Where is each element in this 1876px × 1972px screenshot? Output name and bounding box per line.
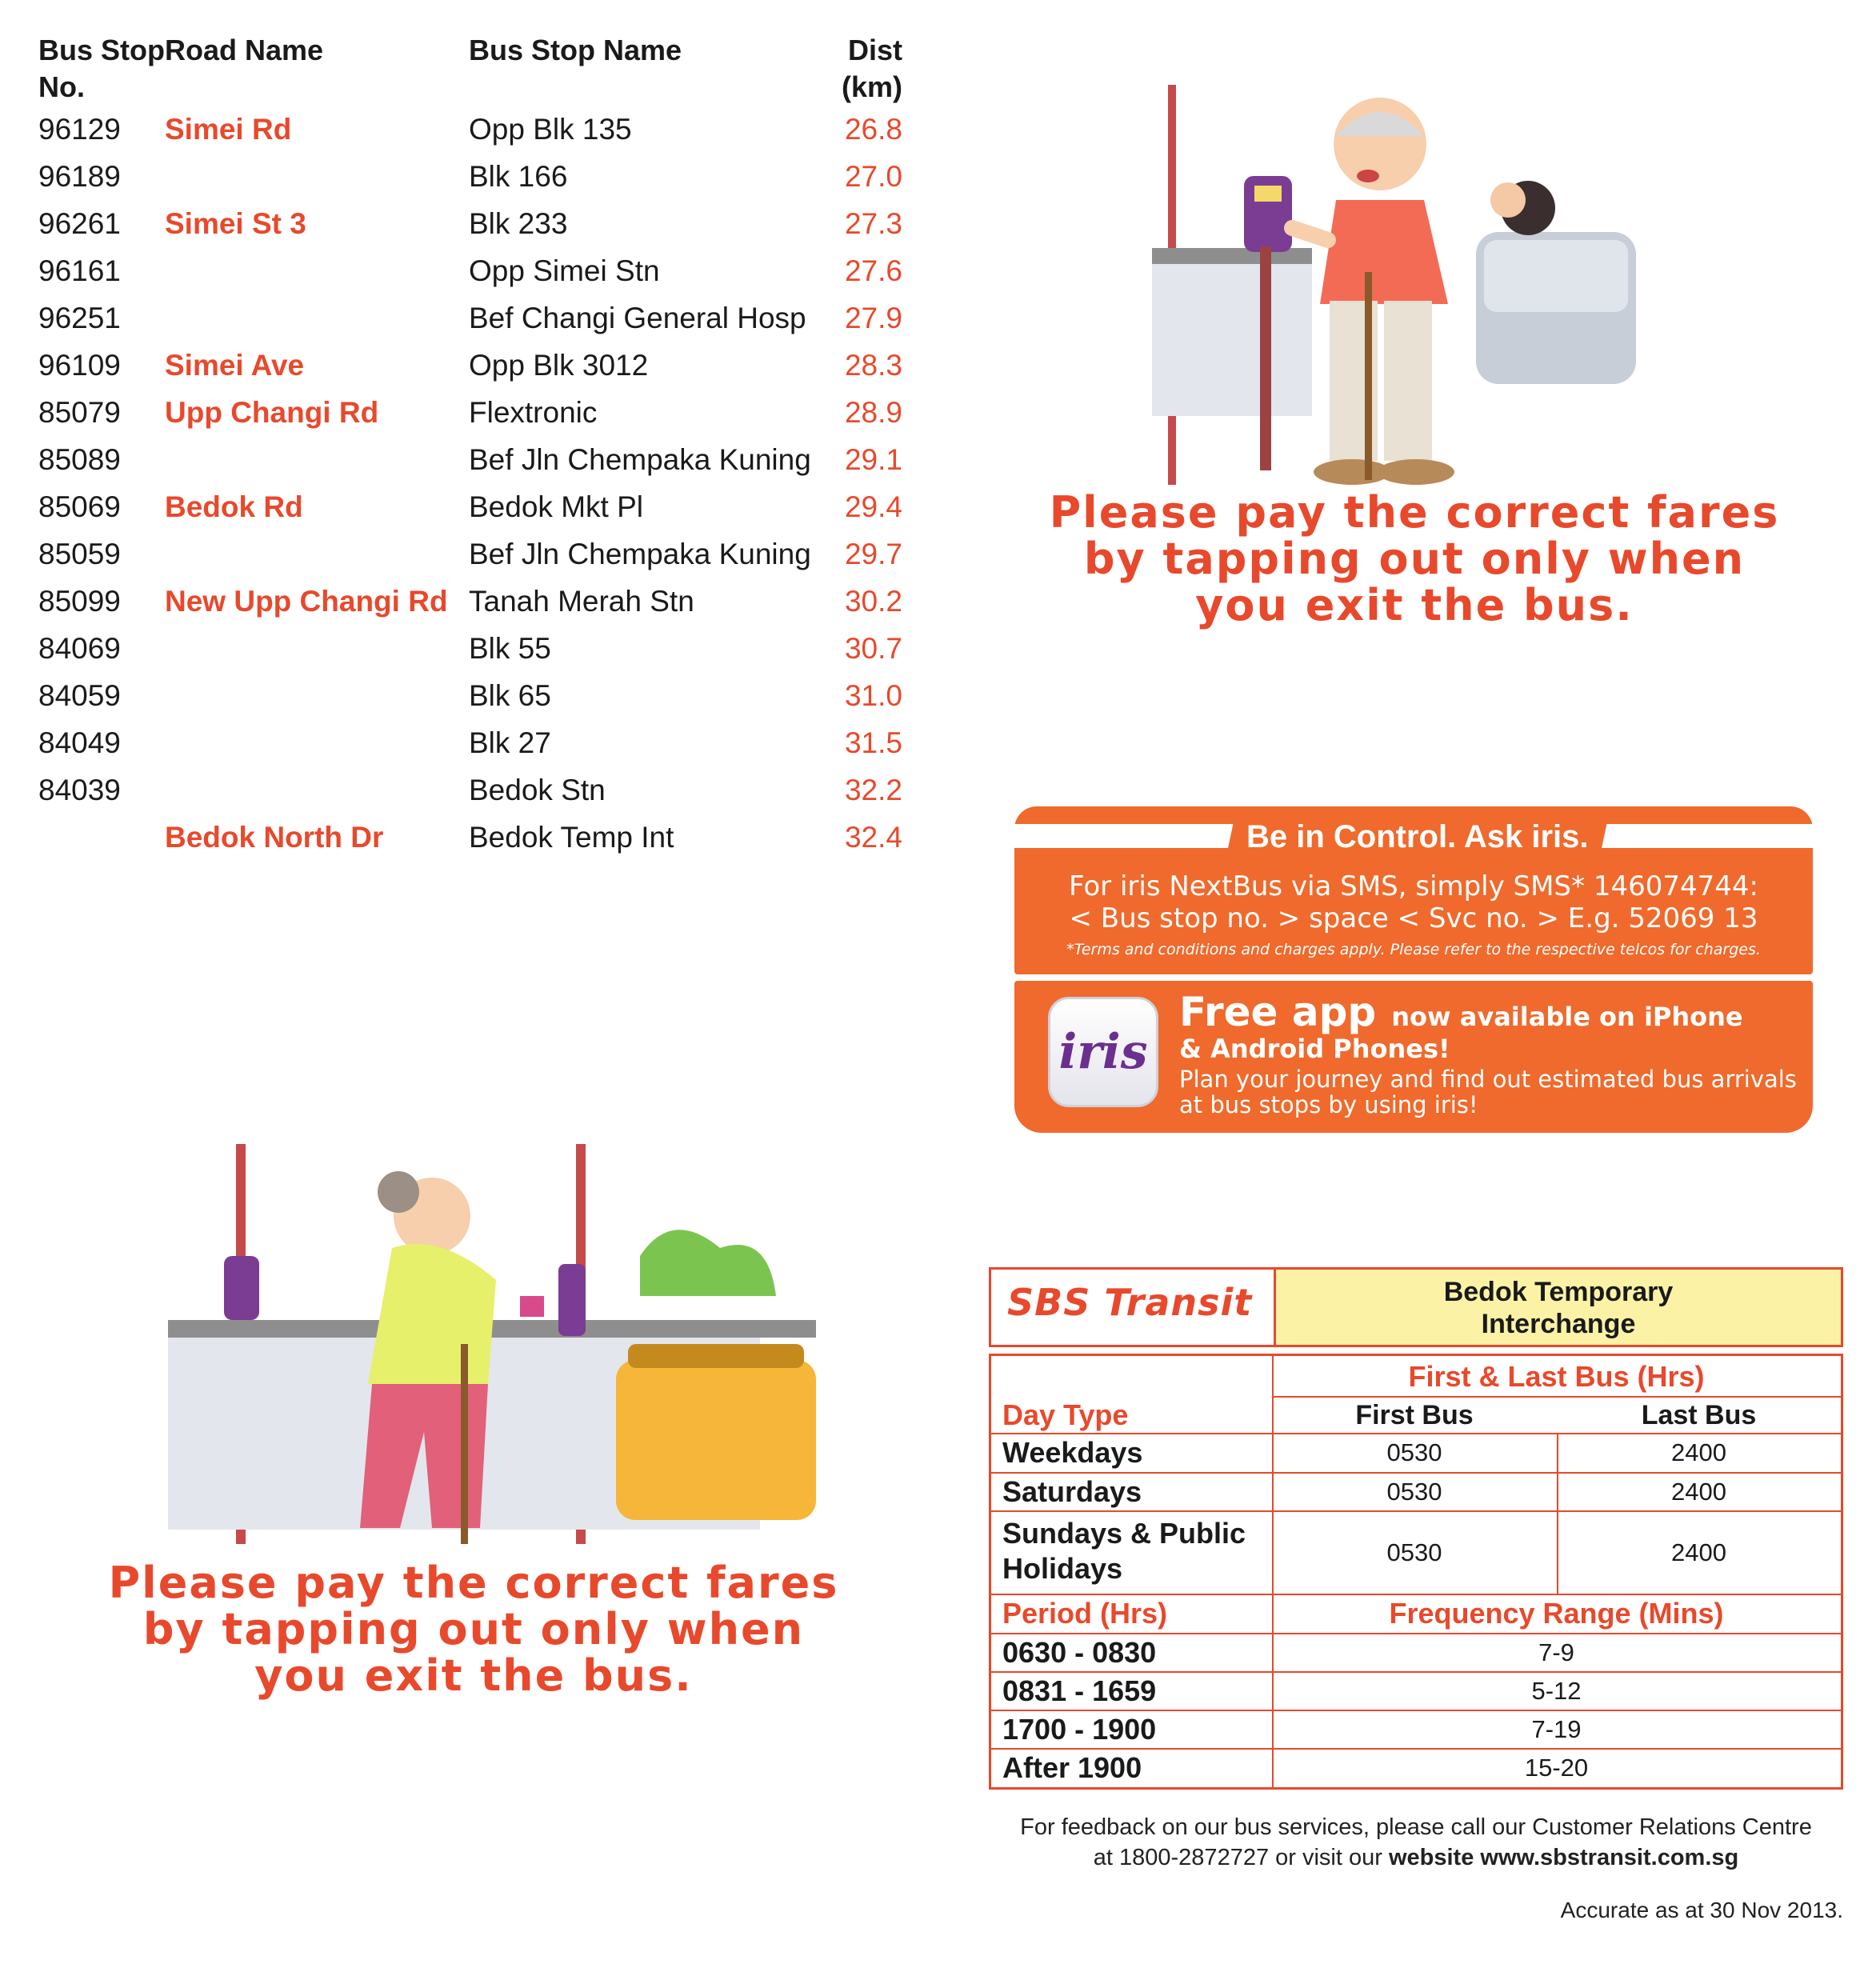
day-type-label: Day Type: [1002, 1398, 1129, 1431]
stop-no-cell: 96189: [38, 159, 121, 193]
road-name-cell: [165, 153, 469, 200]
weekdays-last: 2400: [1671, 1438, 1726, 1466]
stop-name-cell: Bef Jln Chempaka Kuning: [469, 537, 811, 570]
feedback-line1: For feedback on our bus services, please call our Customer Relations Centre: [1020, 1814, 1812, 1840]
iris-terms: *Terms and conditions and charges apply. Please refer to the respective telcos for charges.: [1066, 941, 1761, 958]
road-name-cell: Simei Rd: [165, 112, 292, 146]
stop-name-cell: Blk 27: [469, 726, 551, 759]
weekdays-first: 0530: [1386, 1438, 1442, 1466]
table-row: [38, 672, 902, 719]
day-sundays-holidays: Sundays & Public Holidays: [1002, 1517, 1246, 1585]
iris-promo-box: [1014, 806, 1813, 1133]
road-name-cell: [165, 294, 469, 342]
iris-header: Be in Control. Ask iris.: [1226, 814, 1609, 859]
road-name-cell: Simei Ave: [165, 348, 305, 382]
iris-app-line3: Plan your journey and find out estimated bus arrivals: [1179, 1066, 1797, 1093]
elderly-man-tapping-card-illustration: [1120, 80, 1680, 496]
iris-app-line2: & Android Phones!: [1179, 1034, 1450, 1064]
dist-cell: 30.2: [844, 584, 902, 618]
frequency-value: 5-12: [1531, 1677, 1582, 1705]
sbs-transit-logo-text: SBS Transit: [1007, 1281, 1253, 1324]
iris-app-panel: [1014, 981, 1813, 1133]
saturdays-last: 2400: [1671, 1478, 1726, 1506]
stop-no-cell: 85099: [38, 584, 121, 618]
road-name-cell: Simei St 3: [165, 206, 306, 240]
fare-message-bottom: [74, 1560, 874, 1699]
iris-app-title: Free app: [1179, 989, 1377, 1035]
table-row: [38, 389, 902, 436]
period-row: 0831 - 1659: [1002, 1674, 1157, 1707]
sundays-last: 2400: [1671, 1538, 1726, 1566]
dist-cell: 28.3: [844, 348, 902, 382]
frequency-label: Frequency Range (Mins): [1389, 1597, 1724, 1630]
stop-name-cell: Flextronic: [469, 395, 598, 429]
feedback-note: [989, 1812, 1843, 1873]
stop-no-cell: 85059: [38, 537, 121, 570]
sundays-first: 0530: [1386, 1538, 1442, 1566]
period-row: After 1900: [1002, 1751, 1142, 1784]
stop-name-cell: Bedok Temp Int: [469, 820, 674, 854]
iris-app-title-rest: now available on iPhone: [1391, 1002, 1743, 1032]
dist-cell: 30.7: [844, 631, 902, 665]
saturdays-first: 0530: [1386, 1478, 1442, 1506]
fare-message-line1: Please pay the correct fares: [108, 1558, 839, 1608]
stop-name-cell: Opp Simei Stn: [469, 254, 660, 287]
table-row: [38, 625, 902, 672]
road-name-cell: [165, 247, 469, 294]
dist-cell: 31.5: [844, 726, 902, 759]
stop-no-cell: 96109: [38, 348, 121, 382]
dist-cell: 26.8: [844, 112, 902, 146]
table-row: [38, 247, 902, 294]
bus-stop-rows: [38, 106, 902, 861]
road-name-cell: [165, 530, 469, 578]
table-row: [38, 483, 902, 530]
first-bus-label: First Bus: [1355, 1400, 1474, 1430]
iris-sms-line1: For iris NextBus via SMS, simply SMS* 146074744:: [1069, 870, 1758, 902]
frequency-value: 15-20: [1524, 1754, 1589, 1782]
table-row: [38, 578, 902, 625]
stop-no-cell: 96261: [38, 206, 121, 240]
stop-name-cell: Bef Jln Chempaka Kuning: [469, 442, 811, 476]
last-bus-label: Last Bus: [1641, 1400, 1757, 1430]
road-name-cell: New Upp Changi Rd: [165, 584, 448, 618]
stop-name-cell: Bedok Stn: [469, 773, 606, 806]
stop-no-cell: 84069: [38, 631, 121, 665]
period-row: 0630 - 0830: [1002, 1636, 1157, 1669]
website-link[interactable]: website www.sbstransit.com.sg: [1388, 1845, 1739, 1870]
stop-name-cell: Blk 55: [469, 631, 551, 665]
dist-cell: 27.9: [844, 301, 902, 334]
table-row: [38, 294, 902, 342]
dist-cell: 29.1: [844, 442, 902, 476]
accuracy-date: Accurate as at 30 Nov 2013.: [1560, 1898, 1843, 1922]
road-name-cell: [165, 719, 469, 766]
stop-name-cell: Opp Blk 135: [469, 112, 632, 146]
stop-name-cell: Tanah Merah Stn: [469, 584, 694, 618]
dist-cell: 31.0: [844, 678, 902, 712]
header-stop-name: Bus Stop Name: [469, 34, 682, 66]
dist-cell: 27.3: [844, 206, 902, 240]
stop-no-cell: 84039: [38, 773, 121, 806]
bus-stop-table: [38, 32, 902, 861]
iris-app-line4: at bus stops by using iris!: [1179, 1091, 1478, 1118]
stop-no-cell: 85069: [38, 490, 121, 523]
period-row: 1700 - 1900: [1002, 1713, 1157, 1746]
road-name-cell: Upp Changi Rd: [165, 395, 379, 429]
iris-sms-panel: [1014, 806, 1813, 974]
elderly-woman-tapping-card-illustration: [160, 1144, 832, 1552]
feedback-line2: at 1800-2872727 or visit our website www.sbstransit.com.sg: [1093, 1845, 1739, 1870]
dist-cell: 28.9: [844, 395, 902, 429]
road-name-cell: Bedok Rd: [165, 490, 303, 523]
first-last-bus-table: [989, 1354, 1843, 1790]
stop-name-cell: Blk 166: [469, 159, 568, 193]
fare-message-line2: by tapping out only when: [142, 1604, 805, 1654]
day-weekdays: Weekdays: [1002, 1436, 1143, 1469]
table-row: [38, 530, 902, 578]
day-saturdays: Saturdays: [1002, 1475, 1142, 1508]
header-dist: Dist (km): [841, 34, 902, 103]
table-row: [38, 200, 902, 247]
stop-name-cell: Bef Changi General Hosp: [469, 301, 806, 334]
stop-no-cell: 96129: [38, 112, 121, 146]
stop-name-cell: Blk 233: [469, 206, 568, 240]
stop-no-cell: [38, 814, 165, 861]
interchange-line2: Interchange: [1481, 1309, 1636, 1339]
road-name-cell: [165, 672, 469, 719]
iris-app-icon: iris: [1048, 997, 1158, 1107]
interchange-name: [1276, 1270, 1841, 1345]
iris-app-title-line: [1179, 989, 1743, 1035]
first-last-bus-title: First & Last Bus (Hrs): [1408, 1360, 1705, 1393]
header-road-name: Road Name: [165, 34, 324, 66]
fare-message-line2: by tapping out only when: [1083, 534, 1746, 584]
dist-cell: 27.6: [844, 254, 902, 287]
road-name-cell: [165, 625, 469, 672]
table-row: [38, 436, 902, 483]
dist-cell: 29.4: [844, 490, 902, 523]
stop-no-cell: 96251: [38, 301, 121, 334]
fare-message-line3: you exit the bus.: [1195, 580, 1634, 630]
stop-name-cell: Opp Blk 3012: [469, 348, 649, 382]
table-row: [38, 153, 902, 200]
table-row: [38, 766, 902, 814]
table-row: [38, 814, 902, 861]
dist-cell: 32.4: [844, 820, 902, 854]
dist-cell: 29.7: [844, 537, 902, 570]
dist-cell: 27.0: [844, 159, 902, 193]
road-name-cell: [165, 766, 469, 814]
interchange-line1: Bedok Temporary: [1443, 1277, 1674, 1307]
table-row: [38, 342, 902, 389]
fare-message-top: [1014, 487, 1814, 630]
table-row: [38, 719, 902, 766]
stop-no-cell: 96161: [38, 254, 121, 287]
timetable-header: [989, 1267, 1843, 1347]
frequency-value: 7-19: [1531, 1715, 1582, 1743]
sbs-transit-logo: [991, 1270, 1276, 1345]
header-stop-no: Bus Stop No.: [38, 34, 165, 103]
stop-no-cell: 84059: [38, 678, 121, 712]
table-row: [38, 106, 902, 153]
stop-name-cell: Blk 65: [469, 678, 551, 712]
stop-no-cell: 84049: [38, 726, 121, 759]
period-label: Period (Hrs): [1002, 1597, 1168, 1630]
stop-no-cell: 85089: [38, 442, 121, 476]
stop-no-cell: 85079: [38, 395, 121, 429]
fare-message-line3: you exit the bus.: [254, 1650, 693, 1701]
dist-cell: 32.2: [844, 773, 902, 806]
frequency-value: 7-9: [1538, 1638, 1574, 1666]
road-name-cell: Bedok North Dr: [165, 820, 384, 854]
stop-name-cell: Bedok Mkt Pl: [469, 490, 643, 523]
road-name-cell: [165, 436, 469, 483]
iris-sms-line2: < Bus stop no. > space < Svc no. > E.g. 52069 13: [1069, 902, 1758, 934]
fare-message-line1: Please pay the correct fares: [1049, 487, 1780, 538]
